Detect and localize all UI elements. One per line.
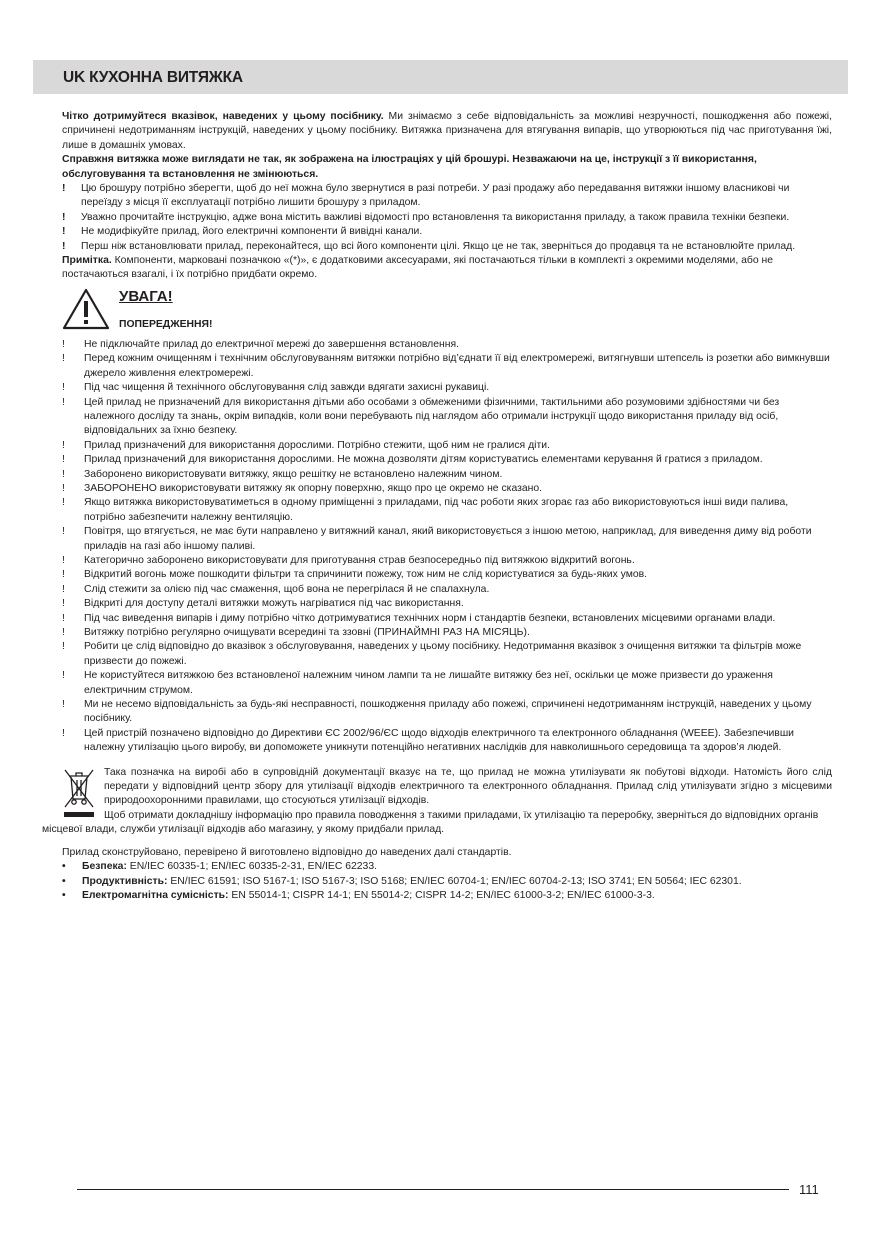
weee-info-paragraph	[42, 809, 832, 838]
exclamation-marker: !	[62, 554, 65, 566]
exclamation-marker: !	[62, 240, 66, 252]
bullet-marker: •	[62, 875, 66, 887]
exclamation-marker: !	[62, 583, 65, 595]
list-item	[62, 698, 832, 727]
list-item	[62, 889, 832, 903]
warning-header	[62, 288, 832, 338]
list-item-text: Під час чищення й технічного обслуговування слід завжди вдягати захисні рукавиці.	[84, 382, 490, 394]
standards-intro: Прилад сконструйовано, перевірено й виготовлено відповідно до наведених далі стандартів.	[62, 846, 512, 858]
intro-bold-paragraph	[62, 153, 832, 182]
list-item	[62, 338, 832, 352]
list-item	[62, 453, 832, 467]
exclamation-marker: !	[62, 612, 65, 624]
exclamation-marker: !	[62, 396, 65, 408]
weee-paragraph: Така позначка на виробі або в супровідній документації вказує на те, що прилад не можна утилізувати як побутові відходи. Натомість його слід передати у відповідний центр збору для утилізації відходів електричного та електронного обладнання. Прилад слід утилізувати згідно з місцевими природоохоронними правилами, що стосуються утилізації відходів.	[104, 766, 832, 807]
exclamation-marker: !	[62, 641, 65, 653]
list-item	[62, 352, 832, 381]
list-item-text: Слід стежити за олією під час смаження, щоб вона не перегрілася й не спалахнула.	[84, 583, 490, 595]
list-item-text: ЗАБОРОНЕНО використовувати витяжку як опорну поверхню, якщо про це окремо не сказано.	[84, 482, 543, 494]
warning-subtitle: ПОПЕРЕДЖЕННЯ!	[119, 318, 213, 330]
list-item-text: Ми не несемо відповідальність за будь-які несправності, пошкодження приладу або пожежі, спричинені недотриманням інструкцій, наведених у цьому посібнику.	[84, 699, 812, 725]
crossed-out-bin-icon	[62, 767, 96, 819]
list-item	[62, 626, 832, 640]
list-item-text	[82, 875, 832, 889]
list-item	[62, 439, 832, 453]
list-item-text: Категорично заборонено використовувати для приготування страв безпосередньо під витяжкою відкритий вогонь.	[84, 554, 635, 566]
standard-value: EN/IEC 61591; ISO 5167-1; ISO 5167-3; ISO 5168; EN/IEC 60704-1; EN/IEC 60704-2-13; ISO 3741; EN 50564; IEC 62301.	[167, 875, 742, 887]
footer-divider	[77, 1189, 789, 1190]
list-item	[62, 496, 832, 525]
warning-triangle-icon	[62, 288, 110, 330]
exclamation-marker: !	[62, 211, 66, 223]
list-item	[62, 482, 832, 496]
list-item-text: Цей прилад не призначений для використання дітьми або особами з обмеженими фізичними, тактильними або розумовими здібностями чи без належного досліду та знань, окрім випадків, коли вони перебувають під наглядом або отримали інструкції щодо використання приладу від осіб, відповідальних за їхню безпеку.	[84, 396, 780, 437]
list-item-text: Заборонено використовувати витяжку, якщо решітку не встановлено належним чином.	[84, 468, 503, 480]
list-item	[62, 669, 832, 698]
list-item-text: Прилад призначений для використання дорослими. Не можна дозволяти дітям користуватись елементами керування й гратися з приладом.	[84, 454, 763, 466]
list-item-text: Якщо витяжка використовуватиметься в одному приміщенні з приладами, під час роботи яких згорає газ або використовуються інші види палива, потрібно забезпечити належну вентиляцію.	[84, 497, 789, 523]
list-item	[62, 240, 832, 254]
exclamation-marker: !	[62, 353, 65, 365]
list-item	[62, 568, 832, 582]
note-text: Компоненти, марковані позначкою «(*)», є додатковими аксесуарами, які постачаються тільки в комплекті з окремими моделями, або не постачаються взагалі, і їх потрібно придбати окремо.	[62, 255, 774, 281]
list-item	[62, 875, 832, 889]
page-title: UK КУХОННА ВИТЯЖКА	[63, 69, 243, 86]
list-item-text: Цей пристрій позначено відповідно до Директиви ЄС 2002/96/ЄС щодо відходів електричного та електронного обладнання (WEEE). Забезпечивши належну утилізацію цього виробу, ви допоможете уникнути потенційно негативних наслідків для навколишнього середовища та здоров’я людей.	[84, 727, 794, 754]
standard-value: EN 55014-1; CISPR 14-1; EN 55014-2; CISPR 14-2; EN/IEC 61000-3-2; EN/IEC 61000-3-3.	[228, 889, 655, 901]
exclamation-marker: !	[62, 482, 65, 494]
list-item	[62, 727, 832, 756]
exclamation-marker: !	[62, 670, 65, 682]
list-item-text: Робити це слід відповідно до вказівок з обслуговування, наведених у цьому посібнику. Недотримання вказівок з очищення витяжки та фільтрів може призвести до пожежі.	[84, 641, 802, 667]
exclamation-marker: !	[62, 183, 66, 195]
weee-info-text: Щоб отримати докладнішу інформацію про правила поводження з такими приладами, їх утилізацію та переробку, зверніться до відповідних органів місцевої влади, служби утилізації відходів або магазину, у якому придбали прилад.	[42, 809, 819, 836]
list-item	[62, 396, 832, 439]
list-item-text: Під час виведення випарів і диму потрібно чітко дотримуватися технічних норм і стандартів безпеки, встановлених місцевими органами влади.	[84, 612, 776, 624]
weee-section	[42, 766, 832, 838]
warning-title: УВАГА!	[119, 287, 173, 305]
intro-text: Ми знімаємо з себе відповідальність за можливі незручності, пошкодження або пожежі, спричинені недотриманням інструкцій, наведених у цьому посібнику. Витяжка призначена для втягування випарів, що утворюються під час приготування їжі, лише в домашніх умовах.	[62, 111, 832, 151]
list-item	[62, 381, 832, 395]
list-item-text: Перед кожним очищенням і технічним обслуговуванням витяжки потрібно від’єднати її від електромережі, витягнувши штепсель із розетки або вимкнувши джерело живлення електромережі.	[84, 353, 830, 379]
intro-bullet-list	[62, 182, 832, 254]
standards-list	[62, 860, 832, 903]
exclamation-marker: !	[62, 598, 65, 610]
standard-label: Електромагнітна сумісність:	[82, 889, 229, 901]
note-paragraph	[62, 254, 832, 283]
list-item	[62, 525, 832, 554]
list-item-text: Не підключайте прилад до електричної мережі до завершення встановлення.	[84, 338, 459, 350]
standard-value: EN/IEC 60335-1; EN/IEC 60335-2-31, EN/IEC 62233.	[126, 861, 377, 873]
exclamation-marker: !	[62, 468, 65, 480]
warning-list	[62, 338, 832, 756]
list-item	[62, 468, 832, 482]
standard-label: Безпека:	[82, 861, 127, 873]
intro-bold-lead: Чітко дотримуйтеся вказівок, наведених у цьому посібнику.	[62, 111, 384, 122]
exclamation-marker: !	[62, 382, 65, 394]
list-item-text	[82, 860, 832, 874]
exclamation-marker: !	[62, 454, 65, 466]
list-item	[62, 182, 832, 211]
document-body	[42, 110, 832, 903]
list-item	[62, 860, 832, 874]
list-item-text: Витяжку потрібно регулярно очищувати всередині та ззовні (ПРИНАЙМНІ РАЗ НА МІСЯЦЬ).	[84, 627, 530, 638]
standard-label: Продуктивність:	[82, 875, 168, 887]
list-item-text: Відкритий вогонь може пошкодити фільтри та спричинити пожежу, тож ним не слід користуватися за будь-яких умов.	[84, 569, 648, 581]
page-number: 111	[799, 1182, 819, 1197]
exclamation-marker: !	[62, 226, 66, 238]
list-item-text: Повітря, що втягується, не має бути направлено у витяжний канал, який використовується з іншою метою, наприклад, для виведення диму від роботи приладів на газі або іншому паливі.	[84, 526, 812, 552]
exclamation-marker: !	[62, 627, 65, 638]
list-item-text: Відкриті для доступу деталі витяжки можуть нагріватися під час використання.	[84, 598, 464, 610]
section-header	[33, 60, 848, 94]
list-item	[62, 554, 832, 568]
list-item	[62, 612, 832, 626]
list-item	[62, 597, 832, 611]
bullet-marker: •	[62, 889, 66, 901]
list-item	[62, 225, 832, 239]
list-item-text: Цю брошуру потрібно зберегти, щоб до неї можна було звернутися в разі потреби. У разі продажу або передавання витяжки іншому власникові чи переїзду з місця її експлуатації потрібно лишити брошуру з приладом.	[81, 183, 790, 209]
exclamation-marker: !	[62, 497, 65, 509]
list-item	[62, 640, 832, 669]
intro-paragraph	[62, 110, 832, 153]
list-item-text: Не користуйтеся витяжкою без встановленої належним чином лампи та не лишайте витяжку без неї, оскільки це може призвести до ураження електричним струмом.	[84, 670, 773, 696]
list-item-text: Уважно прочитайте інструкцію, адже вона містить важливі відомості про встановлення та використання приладу, а також правила техніки безпеки.	[81, 211, 790, 223]
list-item-text: Перш ніж встановлювати прилад, переконайтеся, що всі його компоненти цілі. Якщо це не так, зверніться до продавця та не встановлюйте прилад.	[81, 240, 796, 252]
exclamation-marker: !	[62, 439, 65, 451]
exclamation-marker: !	[62, 699, 65, 711]
list-item-text: Не модифікуйте прилад, його електричні компоненти й вивідні канали.	[81, 226, 423, 238]
intro-notice: Справжня витяжка може виглядати не так, як зображена на ілюстраціях у цій брошурі. Незважаючи на це, інструкції з її використання, обслуговування та встановлення не змінюються.	[62, 154, 757, 180]
exclamation-marker: !	[62, 526, 65, 538]
list-item	[62, 211, 832, 225]
list-item	[62, 583, 832, 597]
list-item-text: Прилад призначений для використання дорослими. Потрібно стежити, щоб ним не гралися діти.	[84, 439, 550, 451]
note-label: Примітка.	[62, 255, 112, 267]
exclamation-marker: !	[62, 338, 65, 350]
bullet-marker: •	[62, 861, 66, 873]
exclamation-marker: !	[62, 569, 65, 581]
exclamation-marker: !	[62, 727, 65, 739]
list-item-text	[82, 889, 832, 903]
